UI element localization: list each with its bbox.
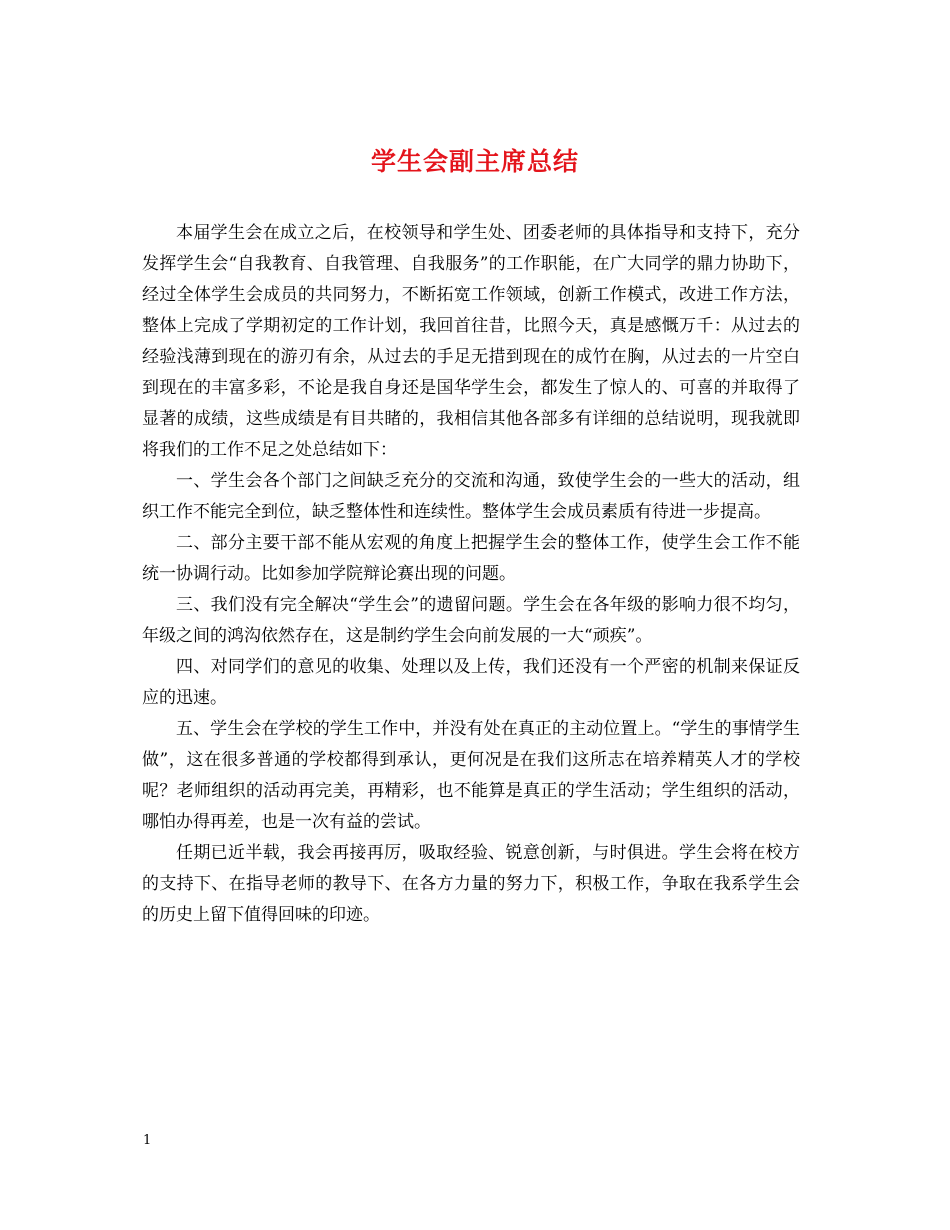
paragraph-point-2: 二、部分主要干部不能从宏观的角度上把握学生会的整体工作，使学生会工作不能统一协调行动。比如参加学院辩论赛出现的问题。 bbox=[142, 533, 800, 584]
paragraph-point-4: 四、对同学们的意见的收集、处理以及上传，我们还没有一个严密的机制来保证反应的迅速。 bbox=[142, 657, 800, 708]
paragraph-intro: 本届学生会在成立之后，在校领导和学生处、团委老师的具体指导和支持下，充分发挥学生会“自我教育、自我管理、自我服务”的工作职能，在广大同学的鼎力协助下，经过全体学生会成员的共同努力，不断拓宽工作领域，创新工作模式，改进工作方法，整体上完成了学期初定的工作计划，我回首往昔，比照今天，真是感慨万千：从过去的经验浅薄到现在的游刃有余，从过去的手足无措到现在的成竹在胸，从过去的一片空白到现在的丰富多彩，不论是我自身还是国华学生会，都发生了惊人的、可喜的并取得了显著的成绩，这些成绩是有目共睹的，我相信其他各部多有详细的总结说明，现我就即将我们的工作不足之处总结如下： bbox=[142, 223, 800, 460]
page-number: 1 bbox=[143, 1133, 152, 1148]
paragraph-point-5: 五、学生会在学校的学生工作中，并没有处在真正的主动位置上。“学生的事情学生做”，这在很多普通的学校都得到承认，更何况是在我们这所志在培养精英人才的学校呢？老师组织的活动再完美，再精彩，也不能算是真正的学生活动；学生组织的活动，哪怕办得再差，也是一次有益的尝试。 bbox=[142, 719, 800, 832]
paragraph-point-3: 三、我们没有完全解决“学生会”的遗留问题。学生会在各年级的影响力很不均匀，年级之间的鸿沟依然存在，这是制约学生会向前发展的一大“顽疾”。 bbox=[142, 595, 800, 646]
document-body bbox=[142, 218, 800, 931]
paragraph-conclusion: 任期已近半载，我会再接再厉，吸取经验、锐意创新，与时俱进。学生会将在校方的支持下、在指导老师的教导下、在各方力量的努力下，积极工作，争取在我系学生会的历史上留下值得回味的印迹。 bbox=[142, 843, 800, 925]
document-title: 学生会副主席总结 bbox=[370, 147, 579, 176]
paragraph-point-1: 一、学生会各个部门之间缺乏充分的交流和沟通，致使学生会的一些大的活动，组织工作不能完全到位，缺乏整体性和连续性。整体学生会成员素质有待进一步提高。 bbox=[142, 471, 800, 522]
